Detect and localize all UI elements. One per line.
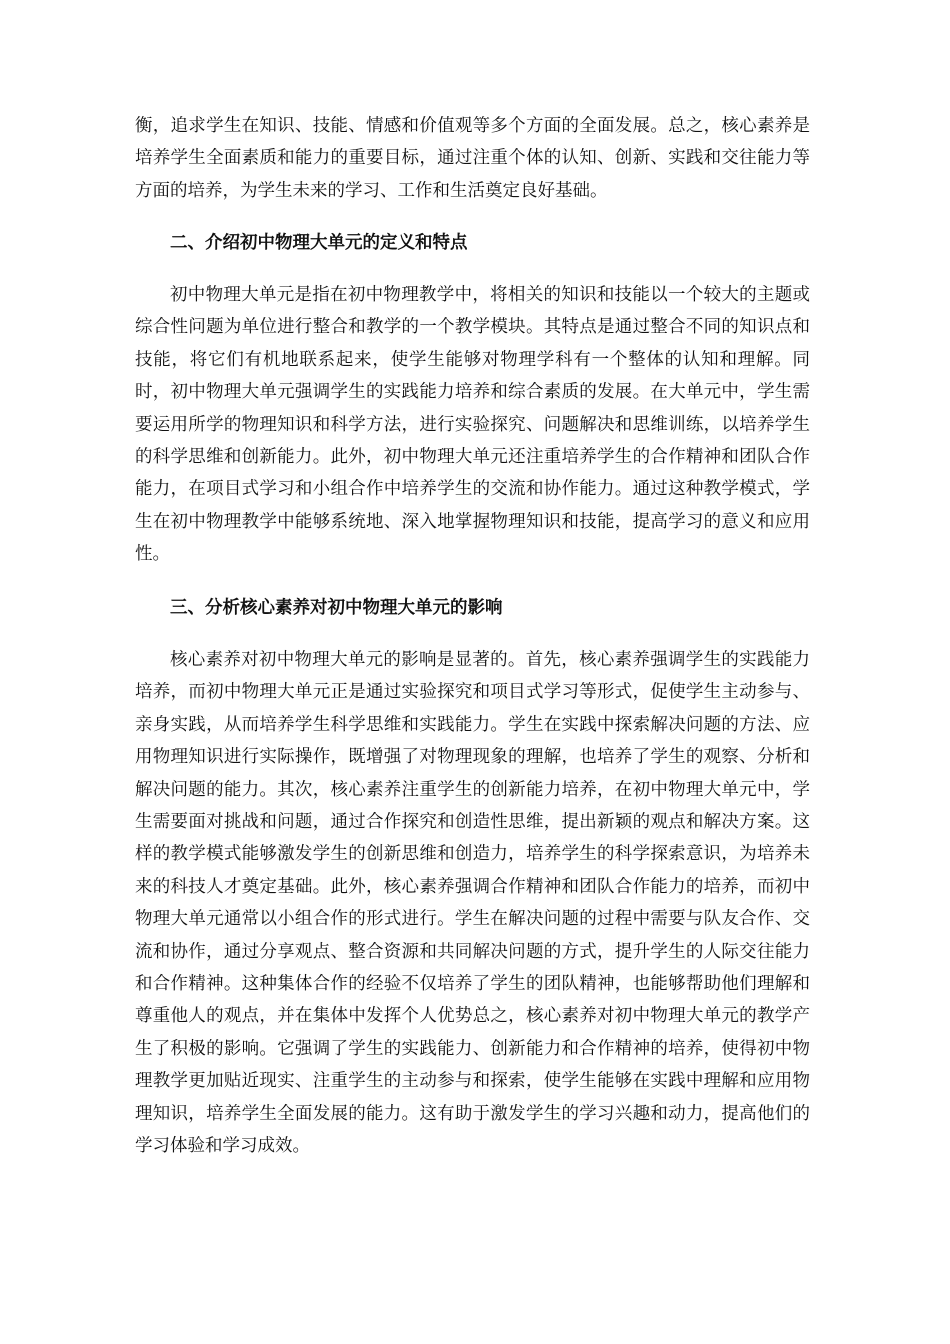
section-3-heading: 三、分析核心素养对初中物理大单元的影响 (170, 598, 503, 618)
section-2-paragraph-block (135, 279, 810, 571)
intro-paragraph: 衡，追求学生在知识、技能、情感和价值观等多个方面的全面发展。总之，核心素养是培养学生全面素质和能力的重要目标，通过注重个体的认知、创新、实践和交往能力等方面的培养，为学生未来的学习、工作和生活奠定良好基础。 (135, 116, 810, 201)
section-3-heading-block (135, 592, 810, 624)
section-3-paragraph-block (135, 644, 810, 1163)
section-3-paragraph: 核心素养对初中物理大单元的影响是显著的。首先，核心素养强调学生的实践能力培养，而初中物理大单元正是通过实验探究和项目式学习等形式，促使学生主动参与、亲身实践，从而培养学生科学思维和实践能力。学生在实践中探索解决问题的方法、应用物理知识进行实际操作，既增强了对物理现象的理解，也培养了学生的观察、分析和解决问题的能力。其次，核心素养注重学生的创新能力培养，在初中物理大单元中，学生需要面对挑战和问题，通过合作探究和创造性思维，提出新颖的观点和解决方案。这样的教学模式能够激发学生的创新思维和创造力，培养学生的科学探索意识，为培养未来的科技人才奠定基础。此外，核心素养强调合作精神和团队合作能力的培养，而初中物理大单元通常以小组合作的形式进行。学生在解决问题的过程中需要与队友合作、交流和协作，通过分享观点、整合资源和共同解决问题的方式，提升学生的人际交往能力和合作精神。这种集体合作的经验不仅培养了学生的团队精神，也能够帮助他们理解和尊重他人的观点，并在集体中发挥个人优势总之，核心素养对初中物理大单元的教学产生了积极的影响。它强调了学生的实践能力、创新能力和合作精神的培养，使得初中物理教学更加贴近现实、注重学生的主动参与和探索，使学生能够在实践中理解和应用物理知识，培养学生全面发展的能力。这有助于激发学生的学习兴趣和动力，提高他们的学习体验和学习成效。 (135, 650, 810, 1157)
section-2-heading-block (135, 227, 810, 259)
section-2-paragraph: 初中物理大单元是指在初中物理教学中，将相关的知识和技能以一个较大的主题或综合性问题为单位进行整合和教学的一个教学模块。其特点是通过整合不同的知识点和技能，将它们有机地联系起来，使学生能够对物理学科有一个整体的认知和理解。同时，初中物理大单元强调学生的实践能力培养和综合素质的发展。在大单元中，学生需要运用所学的物理知识和科学方法，进行实验探究、问题解决和思维训练，以培养学生的科学思维和创新能力。此外，初中物理大单元还注重培养学生的合作精神和团队合作能力，在项目式学习和小组合作中培养学生的交流和协作能力。通过这种教学模式，学生在初中物理教学中能够系统地、深入地掌握物理知识和技能，提高学习的意义和应用性。 (135, 285, 810, 565)
intro-paragraph-block (135, 110, 810, 207)
section-2-heading: 二、介绍初中物理大单元的定义和特点 (170, 233, 468, 253)
